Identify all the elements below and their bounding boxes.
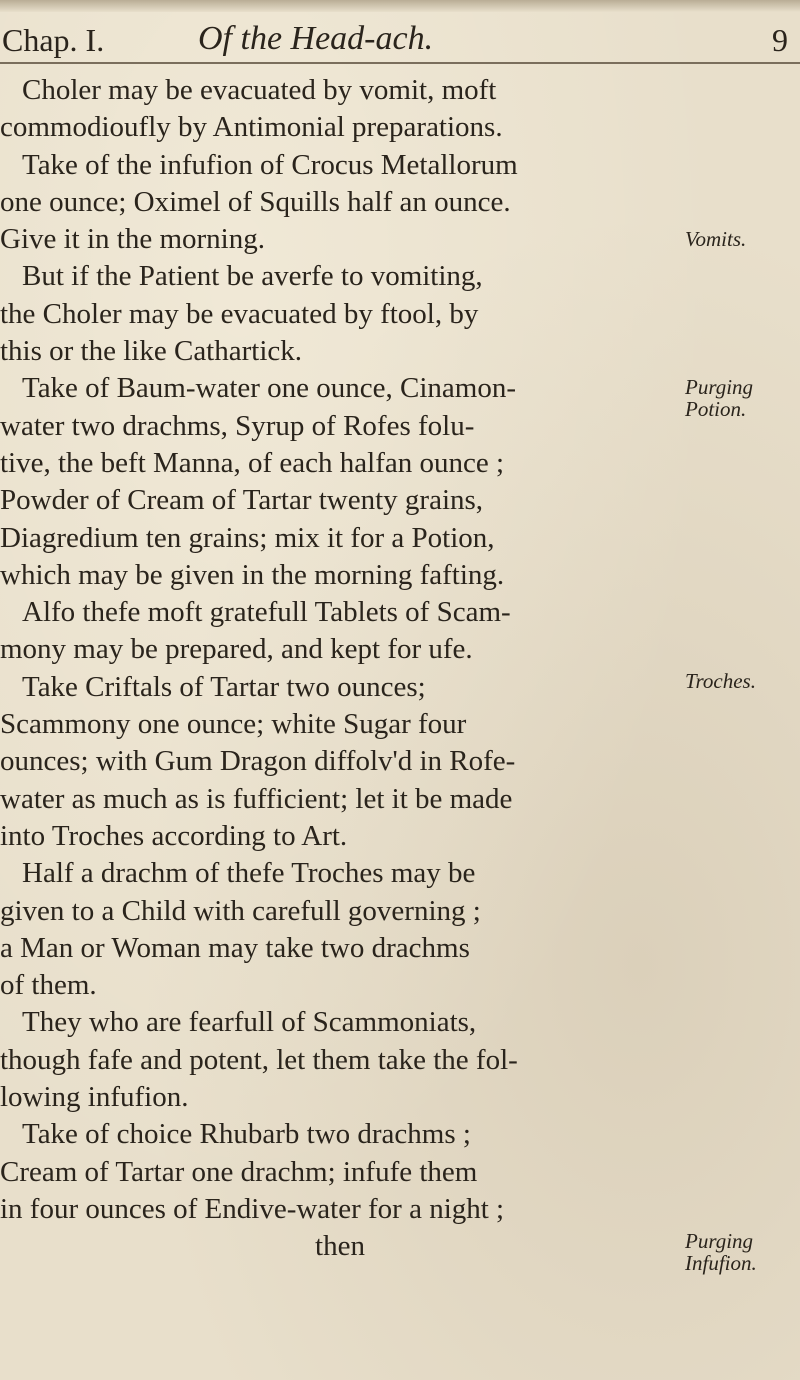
text-line: Diagredium ten grains; mix it for a Potion, [0,521,495,554]
margin-note-purging-potion [685,376,800,420]
header-rule [0,62,800,64]
text-line: Powder of Cream of Tartar twenty grains, [0,484,484,517]
margin-note-text: Vomits. [685,227,747,251]
page-number: 9 [772,22,788,58]
text-line: Alfo thefe moft gratefull Tablets of Scam- [22,596,511,629]
running-title: Of the Head-ach. [198,20,434,57]
text-line: a Man or Woman may take two drachms [0,931,470,964]
margin-note-purging-infusion [685,1230,800,1274]
text-line: Half a drachm of thefe Troches may be [22,857,476,890]
page-edge [0,0,800,12]
text-line: water as much as is fufficient; let it be made [0,782,513,815]
margin-note-text: Purging [685,1229,754,1253]
catchword: then [315,1230,365,1263]
text-line: lowing infufion. [0,1081,189,1114]
text-line: Take Criftals of Tartar two ounces; [22,670,426,703]
text-line: this or the like Cathartick. [0,335,303,368]
text-line: Take of the infufion of Crocus Metallorum [22,148,518,181]
text-line: Take of Baum-water one ounce, Cinamon- [22,372,517,405]
text-line: Take of choice Rhubarb two drachms ; [22,1118,471,1151]
text-line: Choler may be evacuated by vomit, moft [22,74,497,106]
text-line: Give it in the morning. [0,223,265,256]
margin-note-text: Troches. [685,669,756,693]
text-line: given to a Child with carefull governing ; [0,894,481,927]
text-line: Cream of Tartar one drachm; infufe them [0,1155,478,1188]
running-head [0,18,800,62]
text-line: into Troches according to Art. [0,819,348,852]
text-line: which may be given in the morning fafting. [0,558,505,591]
text-line: though fafe and potent, let them take the fol- [0,1043,518,1076]
text-line: water two drachms, Syrup of Rofes folu- [0,409,475,442]
text-line: They who are fearfull of Scammoniats, [22,1006,477,1039]
text-line: mony may be prepared, and kept for ufe. [0,633,473,666]
text-line: tive, the beft Manna, of each halfan ounce ; [0,446,505,479]
margin-note-text: Potion. [685,397,747,421]
chapter-label: Chap. I. [2,22,105,58]
margin-note-text: Purging [685,375,754,399]
margin-note-text: Infufion. [685,1251,757,1275]
text-line: But if the Patient be averfe to vomiting, [22,260,483,293]
text-line: the Choler may be evacuated by ftool, by [0,297,479,330]
text-line: Scammony one ounce; white Sugar four [0,708,467,741]
text-line: of them. [0,969,97,1002]
margin-note-vomits [685,228,800,250]
text-line: ounces; with Gum Dragon diffolv'd in Rofe- [0,745,516,778]
margin-note-troches [685,670,800,692]
text-line: commodioufly by Antimonial preparations. [0,111,503,144]
body-text [0,72,680,1266]
text-line: one ounce; Oximel of Squills half an ounce. [0,185,511,218]
text-line: in four ounces of Endive-water for a night ; [0,1192,505,1225]
